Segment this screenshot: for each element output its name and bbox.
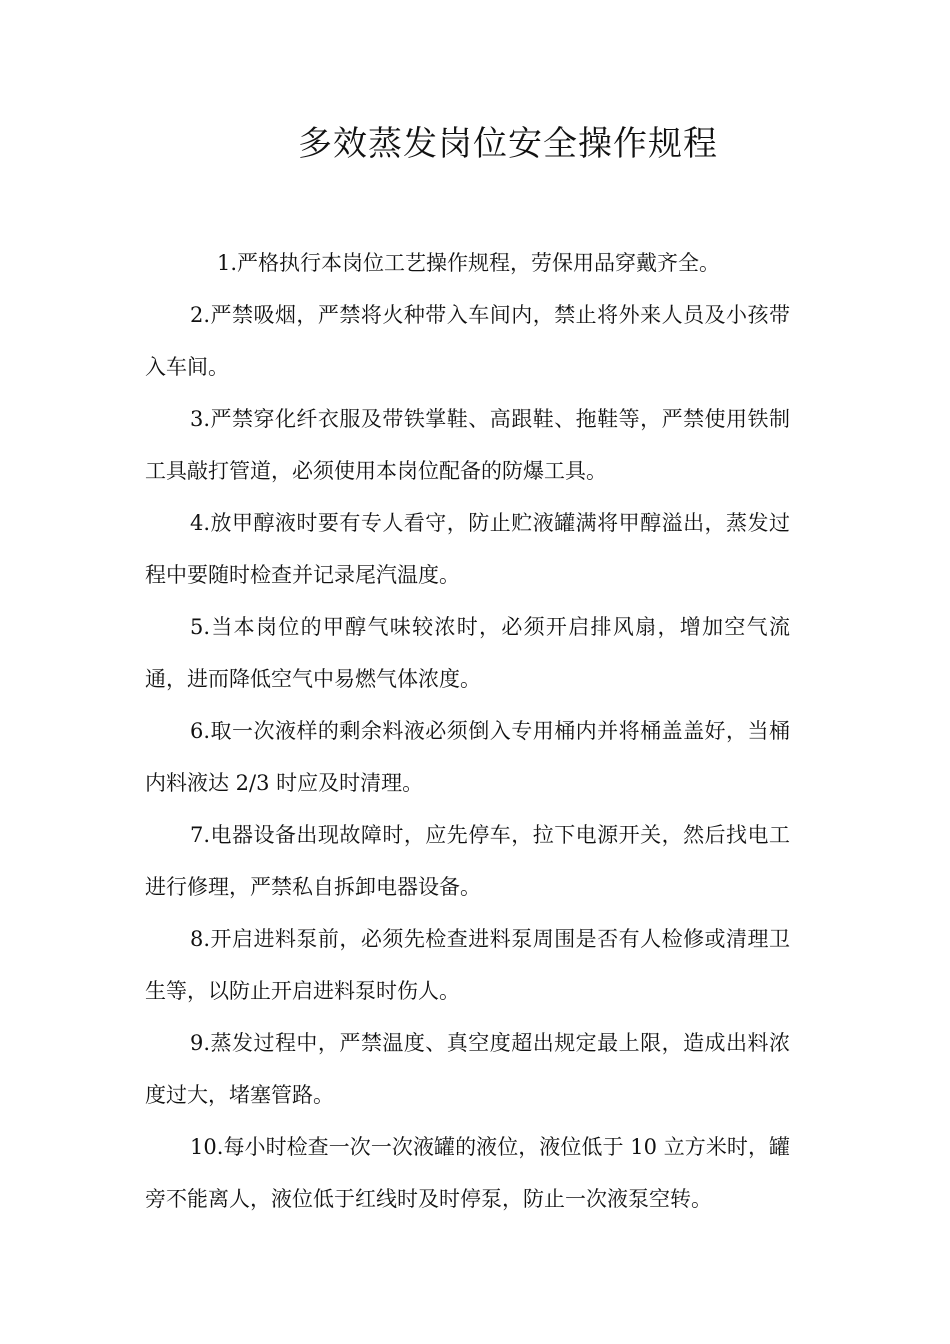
document-title: 多效蒸发岗位安全操作规程 <box>298 124 718 164</box>
rule-item-9: 9.蒸发过程中，严禁温度、真空度超出规定最上限，造成出料浓度过大，堵塞管路。 <box>145 1031 790 1107</box>
rule-item-6: 6.取一次液样的剩余料液必须倒入专用桶内并将桶盖盖好，当桶内料液达 2/3 时应及时清理。 <box>145 719 790 795</box>
rule-item-4: 4.放甲醇液时要有专人看守，防止贮液罐满将甲醇溢出，蒸发过程中要随时检查并记录尾汽温度。 <box>145 511 790 587</box>
rule-item-5: 5.当本岗位的甲醇气味较浓时，必须开启排风扇，增加空气流通，进而降低空气中易燃气体浓度。 <box>145 615 790 691</box>
rule-item-10: 10.每小时检查一次一次液罐的液位，液位低于 10 立方米时，罐旁不能离人，液位低于红线时及时停泵，防止一次液泵空转。 <box>145 1135 790 1211</box>
rules-list <box>145 237 790 1225</box>
rule-item-8: 8.开启进料泵前，必须先检查进料泵周围是否有人检修或清理卫生等，以防止开启进料泵时伤人。 <box>145 927 790 1003</box>
rule-item-2: 2.严禁吸烟，严禁将火种带入车间内，禁止将外来人员及小孩带入车间。 <box>145 303 790 379</box>
rule-item-7: 7.电器设备出现故障时，应先停车，拉下电源开关，然后找电工进行修理，严禁私自拆卸电器设备。 <box>145 823 790 899</box>
rule-item-3: 3.严禁穿化纤衣服及带铁掌鞋、高跟鞋、拖鞋等，严禁使用铁制工具敲打管道，必须使用本岗位配备的防爆工具。 <box>145 407 790 483</box>
rule-item-1: 1.严格执行本岗位工艺操作规程，劳保用品穿戴齐全。 <box>217 251 721 275</box>
